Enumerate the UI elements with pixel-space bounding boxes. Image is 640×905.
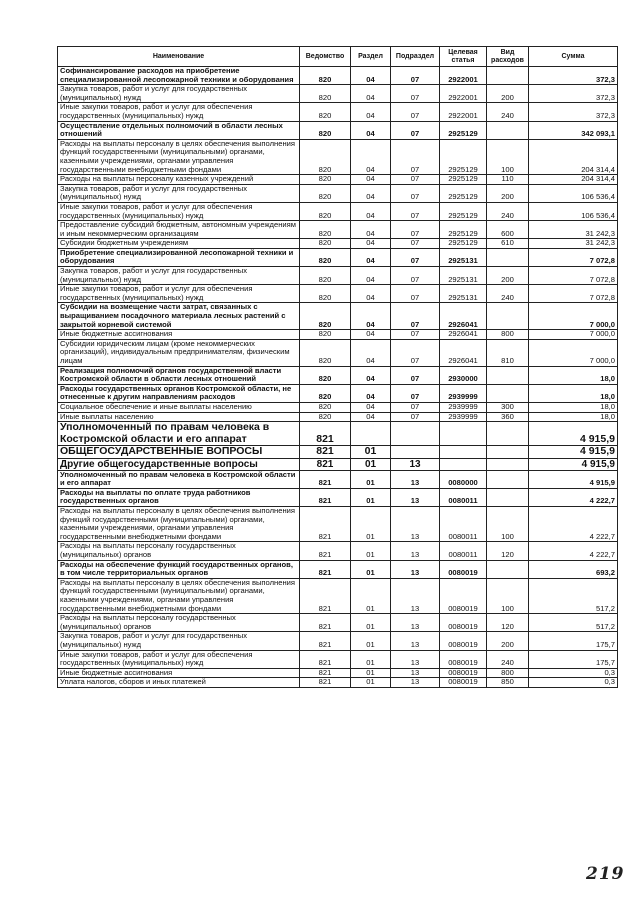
table-row [58, 175, 618, 185]
cell-amount: 106 536,4 [529, 202, 618, 220]
cell-department: 820 [300, 366, 351, 384]
table-row [58, 614, 618, 632]
cell-subsection: 07 [391, 384, 440, 402]
cell-subsection: 07 [391, 412, 440, 422]
cell-section: 04 [351, 339, 391, 366]
cell-amount: 4 222,7 [529, 542, 618, 560]
cell-name: Реализация полномочий органов государственной власти Костромской области в области лесных отношений [58, 366, 300, 384]
cell-expense-type: 200 [487, 632, 529, 650]
table-row [58, 285, 618, 303]
cell-subsection: 07 [391, 267, 440, 285]
cell-expense-type: 100 [487, 139, 529, 174]
cell-name: Субсидии бюджетным учреждениям [58, 239, 300, 249]
cell-amount: 175,7 [529, 650, 618, 668]
cell-subsection: 07 [391, 330, 440, 340]
cell-department: 821 [300, 650, 351, 668]
cell-subsection: 07 [391, 121, 440, 139]
cell-name: ОБЩЕГОСУДАРСТВЕННЫЕ ВОПРОСЫ [58, 446, 300, 459]
cell-subsection: 07 [391, 303, 440, 330]
cell-department: 820 [300, 267, 351, 285]
cell-department: 820 [300, 184, 351, 202]
cell-name: Приобретение специализированной лесопожарной техники и оборудования [58, 248, 300, 266]
cell-amount: 31 242,3 [529, 239, 618, 249]
table-row [58, 330, 618, 340]
cell-department: 820 [300, 303, 351, 330]
cell-section: 01 [351, 470, 391, 488]
table-row [58, 542, 618, 560]
table-row [58, 184, 618, 202]
cell-subsection: 13 [391, 488, 440, 506]
cell-target-article: 0080019 [440, 578, 487, 613]
cell-expense-type: 850 [487, 678, 529, 688]
cell-name: Расходы на выплаты персоналу государственных (муниципальных) органов [58, 542, 300, 560]
cell-name: Другие общегосударственные вопросы [58, 458, 300, 470]
cell-department: 820 [300, 121, 351, 139]
cell-section: 04 [351, 221, 391, 239]
cell-subsection: 13 [391, 458, 440, 470]
cell-expense-type [487, 470, 529, 488]
cell-name: Субсидии юридическим лицам (кроме некоммерческих организаций), индивидуальным предпринимателям, физическим лицам [58, 339, 300, 366]
cell-target-article: 2930000 [440, 366, 487, 384]
cell-subsection: 07 [391, 285, 440, 303]
cell-subsection: 07 [391, 103, 440, 121]
cell-amount: 175,7 [529, 632, 618, 650]
cell-department: 820 [300, 221, 351, 239]
cell-amount: 517,2 [529, 614, 618, 632]
page-number: 219 [586, 864, 625, 884]
cell-amount: 372,3 [529, 85, 618, 103]
header-expense-type: Вид расходов [487, 47, 529, 67]
cell-target-article: 2922001 [440, 103, 487, 121]
cell-expense-type [487, 366, 529, 384]
cell-department: 821 [300, 632, 351, 650]
cell-target-article: 2925129 [440, 202, 487, 220]
cell-subsection: 07 [391, 248, 440, 266]
cell-department: 820 [300, 339, 351, 366]
cell-subsection: 07 [391, 67, 440, 85]
cell-amount: 7 000,0 [529, 330, 618, 340]
cell-target-article: 0080019 [440, 632, 487, 650]
cell-name: Уполномоченный по правам человека в Костромской области и его аппарат [58, 422, 300, 446]
cell-target-article [440, 422, 487, 446]
cell-department: 820 [300, 67, 351, 85]
table-row [58, 422, 618, 446]
cell-target-article: 0080019 [440, 668, 487, 678]
cell-department: 820 [300, 139, 351, 174]
cell-name: Расходы на выплаты персоналу в целях обеспечения выполнения функций государственными (муниципальными) органами, казенными учреждениями, органами управления государственными внебюджетными фондами [58, 139, 300, 174]
cell-target-article: 0080019 [440, 650, 487, 668]
cell-department: 821 [300, 446, 351, 459]
cell-target-article: 2925129 [440, 175, 487, 185]
cell-department: 821 [300, 488, 351, 506]
cell-section: 01 [351, 458, 391, 470]
cell-subsection: 13 [391, 542, 440, 560]
cell-target-article: 0080011 [440, 507, 487, 542]
cell-section: 04 [351, 285, 391, 303]
cell-name: Иные закупки товаров, работ и услуг для обеспечения государственных (муниципальных) нужд [58, 650, 300, 668]
cell-subsection: 07 [391, 175, 440, 185]
cell-target-article: 2922001 [440, 85, 487, 103]
cell-subsection: 07 [391, 202, 440, 220]
cell-department: 821 [300, 458, 351, 470]
cell-subsection [391, 446, 440, 459]
table-row [58, 139, 618, 174]
cell-expense-type: 240 [487, 285, 529, 303]
cell-expense-type: 610 [487, 239, 529, 249]
cell-subsection: 07 [391, 402, 440, 412]
cell-name: Расходы на выплаты персоналу в целях обеспечения выполнения функций государственными (муниципальными) органами, казенными учреждениями, органами управления государственными внебюджетными фондами [58, 578, 300, 613]
cell-department: 821 [300, 560, 351, 578]
cell-expense-type: 100 [487, 507, 529, 542]
cell-section: 04 [351, 402, 391, 412]
cell-department: 821 [300, 614, 351, 632]
cell-name: Расходы на выплаты по оплате труда работников государственных органов [58, 488, 300, 506]
cell-expense-type: 600 [487, 221, 529, 239]
cell-name: Закупка товаров, работ и услуг для государственных (муниципальных) нужд [58, 632, 300, 650]
cell-subsection: 07 [391, 184, 440, 202]
cell-expense-type: 240 [487, 103, 529, 121]
table-row [58, 458, 618, 470]
cell-target-article: 2939999 [440, 384, 487, 402]
cell-target-article: 0080011 [440, 542, 487, 560]
cell-target-article: 0080019 [440, 560, 487, 578]
table-row [58, 650, 618, 668]
cell-subsection: 07 [391, 85, 440, 103]
cell-section: 04 [351, 175, 391, 185]
cell-expense-type: 800 [487, 668, 529, 678]
table-row [58, 632, 618, 650]
cell-amount: 18,0 [529, 402, 618, 412]
cell-subsection: 13 [391, 614, 440, 632]
cell-amount: 693,2 [529, 560, 618, 578]
cell-department: 821 [300, 578, 351, 613]
table-row [58, 507, 618, 542]
cell-name: Иные закупки товаров, работ и услуг для обеспечения государственных (муниципальных) нужд [58, 285, 300, 303]
cell-department: 821 [300, 470, 351, 488]
cell-subsection: 07 [391, 366, 440, 384]
cell-expense-type: 240 [487, 650, 529, 668]
cell-target-article: 2925129 [440, 221, 487, 239]
cell-amount: 4 915,9 [529, 422, 618, 446]
cell-name: Иные бюджетные ассигнования [58, 668, 300, 678]
table-row [58, 384, 618, 402]
cell-target-article: 0080019 [440, 678, 487, 688]
cell-section: 01 [351, 507, 391, 542]
cell-name: Расходы на выплаты персоналу в целях обеспечения выполнения функций государственными (муниципальными) органами, казенными учреждениями, органами управления государственными внебюджетными фондами [58, 507, 300, 542]
cell-amount: 204 314,4 [529, 139, 618, 174]
cell-department: 821 [300, 668, 351, 678]
cell-section: 01 [351, 632, 391, 650]
cell-expense-type: 810 [487, 339, 529, 366]
cell-amount: 4 915,9 [529, 458, 618, 470]
cell-target-article: 2925129 [440, 139, 487, 174]
cell-section: 04 [351, 412, 391, 422]
table-row [58, 560, 618, 578]
cell-name: Закупка товаров, работ и услуг для государственных (муниципальных) нужд [58, 85, 300, 103]
cell-target-article [440, 446, 487, 459]
cell-name: Расходы на обеспечение функций государственных органов, в том числе территориальных органов [58, 560, 300, 578]
cell-target-article: 0080011 [440, 488, 487, 506]
cell-name: Иные бюджетные ассигнования [58, 330, 300, 340]
cell-name: Расходы на выплаты персоналу государственных (муниципальных) органов [58, 614, 300, 632]
cell-name: Иные закупки товаров, работ и услуг для обеспечения государственных (муниципальных) нужд [58, 103, 300, 121]
cell-section: 01 [351, 560, 391, 578]
cell-section: 04 [351, 248, 391, 266]
cell-department: 820 [300, 202, 351, 220]
cell-section: 04 [351, 267, 391, 285]
cell-target-article: 2925129 [440, 239, 487, 249]
table-row [58, 339, 618, 366]
cell-section [351, 422, 391, 446]
cell-department: 820 [300, 402, 351, 412]
cell-expense-type [487, 303, 529, 330]
cell-name: Уполномоченный по правам человека в Костромской области и его аппарат [58, 470, 300, 488]
cell-target-article: 2925131 [440, 285, 487, 303]
cell-amount: 7 072,8 [529, 248, 618, 266]
cell-amount: 0,3 [529, 678, 618, 688]
cell-section: 01 [351, 668, 391, 678]
table-row [58, 470, 618, 488]
cell-name: Закупка товаров, работ и услуг для государственных (муниципальных) нужд [58, 184, 300, 202]
cell-target-article: 0080000 [440, 470, 487, 488]
cell-expense-type [487, 458, 529, 470]
cell-name: Иные выплаты населению [58, 412, 300, 422]
cell-amount: 106 536,4 [529, 184, 618, 202]
cell-amount: 342 093,1 [529, 121, 618, 139]
cell-subsection: 13 [391, 507, 440, 542]
cell-department: 820 [300, 85, 351, 103]
cell-target-article: 2925129 [440, 121, 487, 139]
cell-expense-type: 200 [487, 267, 529, 285]
header-subsection: Подраздел [391, 47, 440, 67]
cell-department: 820 [300, 175, 351, 185]
cell-section: 04 [351, 184, 391, 202]
cell-expense-type [487, 67, 529, 85]
cell-target-article: 2925131 [440, 248, 487, 266]
cell-section: 01 [351, 614, 391, 632]
cell-expense-type: 300 [487, 402, 529, 412]
cell-subsection: 07 [391, 339, 440, 366]
table-row [58, 402, 618, 412]
cell-amount: 0,3 [529, 668, 618, 678]
table-header-row [58, 47, 618, 67]
cell-expense-type [487, 446, 529, 459]
cell-name: Иные закупки товаров, работ и услуг для обеспечения государственных (муниципальных) нужд [58, 202, 300, 220]
cell-department: 821 [300, 422, 351, 446]
cell-subsection: 13 [391, 578, 440, 613]
cell-subsection: 07 [391, 239, 440, 249]
cell-section: 01 [351, 578, 391, 613]
cell-section: 01 [351, 650, 391, 668]
cell-subsection: 07 [391, 139, 440, 174]
cell-expense-type [487, 488, 529, 506]
cell-name: Осуществление отдельных полномочий в области лесных отношений [58, 121, 300, 139]
cell-section: 04 [351, 239, 391, 249]
table-row [58, 121, 618, 139]
cell-amount: 18,0 [529, 366, 618, 384]
cell-name: Субсидии на возмещение части затрат, связанных с выращиванием посадочного материала лесных растений с закрытой корневой системой [58, 303, 300, 330]
cell-expense-type: 100 [487, 578, 529, 613]
cell-expense-type: 360 [487, 412, 529, 422]
cell-subsection: 13 [391, 650, 440, 668]
cell-amount: 18,0 [529, 412, 618, 422]
cell-section: 01 [351, 446, 391, 459]
cell-subsection: 13 [391, 560, 440, 578]
cell-expense-type [487, 422, 529, 446]
cell-amount: 7 000,0 [529, 303, 618, 330]
cell-amount: 4 222,7 [529, 507, 618, 542]
cell-target-article: 2922001 [440, 67, 487, 85]
table-row [58, 221, 618, 239]
cell-amount: 372,3 [529, 103, 618, 121]
cell-target-article [440, 458, 487, 470]
cell-department: 820 [300, 103, 351, 121]
cell-expense-type: 240 [487, 202, 529, 220]
cell-department: 820 [300, 239, 351, 249]
cell-expense-type [487, 560, 529, 578]
table-row [58, 303, 618, 330]
cell-name: Расходы на выплаты персоналу казенных учреждений [58, 175, 300, 185]
cell-section: 04 [351, 139, 391, 174]
cell-expense-type: 120 [487, 542, 529, 560]
header-department: Ведомство [300, 47, 351, 67]
cell-department: 821 [300, 507, 351, 542]
cell-expense-type: 110 [487, 175, 529, 185]
cell-target-article: 2939999 [440, 412, 487, 422]
cell-amount: 517,2 [529, 578, 618, 613]
cell-expense-type: 120 [487, 614, 529, 632]
cell-expense-type: 200 [487, 184, 529, 202]
cell-target-article: 2926041 [440, 303, 487, 330]
cell-department: 820 [300, 412, 351, 422]
cell-section: 04 [351, 121, 391, 139]
cell-amount: 4 915,9 [529, 470, 618, 488]
cell-section: 01 [351, 488, 391, 506]
cell-target-article: 0080019 [440, 614, 487, 632]
cell-expense-type: 800 [487, 330, 529, 340]
cell-expense-type: 200 [487, 85, 529, 103]
cell-department: 820 [300, 330, 351, 340]
cell-name: Уплата налогов, сборов и иных платежей [58, 678, 300, 688]
cell-expense-type [487, 248, 529, 266]
cell-amount: 4 222,7 [529, 488, 618, 506]
cell-department: 821 [300, 542, 351, 560]
budget-table-page [57, 46, 617, 688]
cell-amount: 372,3 [529, 67, 618, 85]
cell-subsection [391, 422, 440, 446]
cell-section: 01 [351, 542, 391, 560]
cell-department: 820 [300, 384, 351, 402]
table-row [58, 366, 618, 384]
header-name: Наименование [58, 47, 300, 67]
table-row [58, 446, 618, 459]
cell-name: Закупка товаров, работ и услуг для государственных (муниципальных) нужд [58, 267, 300, 285]
cell-subsection: 13 [391, 632, 440, 650]
cell-expense-type [487, 121, 529, 139]
cell-amount: 18,0 [529, 384, 618, 402]
cell-amount: 31 242,3 [529, 221, 618, 239]
cell-target-article: 2939999 [440, 402, 487, 412]
cell-name: Расходы государственных органов Костромской области, не отнесенные к другим направлениям расходов [58, 384, 300, 402]
table-row [58, 67, 618, 85]
table-row [58, 267, 618, 285]
table-row [58, 678, 618, 688]
cell-amount: 4 915,9 [529, 446, 618, 459]
cell-department: 820 [300, 248, 351, 266]
table-row [58, 488, 618, 506]
cell-target-article: 2926041 [440, 330, 487, 340]
cell-amount: 7 072,8 [529, 267, 618, 285]
cell-amount: 7 000,0 [529, 339, 618, 366]
cell-expense-type [487, 384, 529, 402]
cell-section: 04 [351, 67, 391, 85]
table-row [58, 239, 618, 249]
header-section: Раздел [351, 47, 391, 67]
table-row [58, 578, 618, 613]
cell-section: 04 [351, 384, 391, 402]
cell-subsection: 13 [391, 668, 440, 678]
cell-target-article: 2925129 [440, 184, 487, 202]
cell-section: 04 [351, 303, 391, 330]
cell-amount: 7 072,8 [529, 285, 618, 303]
table-row [58, 103, 618, 121]
budget-table [57, 46, 618, 688]
cell-target-article: 2926041 [440, 339, 487, 366]
table-row [58, 202, 618, 220]
cell-department: 820 [300, 285, 351, 303]
cell-section: 04 [351, 330, 391, 340]
cell-section: 04 [351, 202, 391, 220]
cell-department: 821 [300, 678, 351, 688]
cell-name: Предоставление субсидий бюджетным, автономным учреждениям и иным некоммерческим организациям [58, 221, 300, 239]
table-row [58, 85, 618, 103]
header-amount: Сумма [529, 47, 618, 67]
cell-section: 01 [351, 678, 391, 688]
cell-subsection: 13 [391, 678, 440, 688]
cell-amount: 204 314,4 [529, 175, 618, 185]
cell-section: 04 [351, 85, 391, 103]
cell-name: Социальное обеспечение и иные выплаты населению [58, 402, 300, 412]
cell-subsection: 07 [391, 221, 440, 239]
cell-target-article: 2925131 [440, 267, 487, 285]
header-target-article: Целевая статья [440, 47, 487, 67]
cell-name: Софинансирование расходов на приобретение специализированной лесопожарной техники и оборудования [58, 67, 300, 85]
cell-subsection: 13 [391, 470, 440, 488]
table-row [58, 248, 618, 266]
cell-section: 04 [351, 366, 391, 384]
cell-section: 04 [351, 103, 391, 121]
